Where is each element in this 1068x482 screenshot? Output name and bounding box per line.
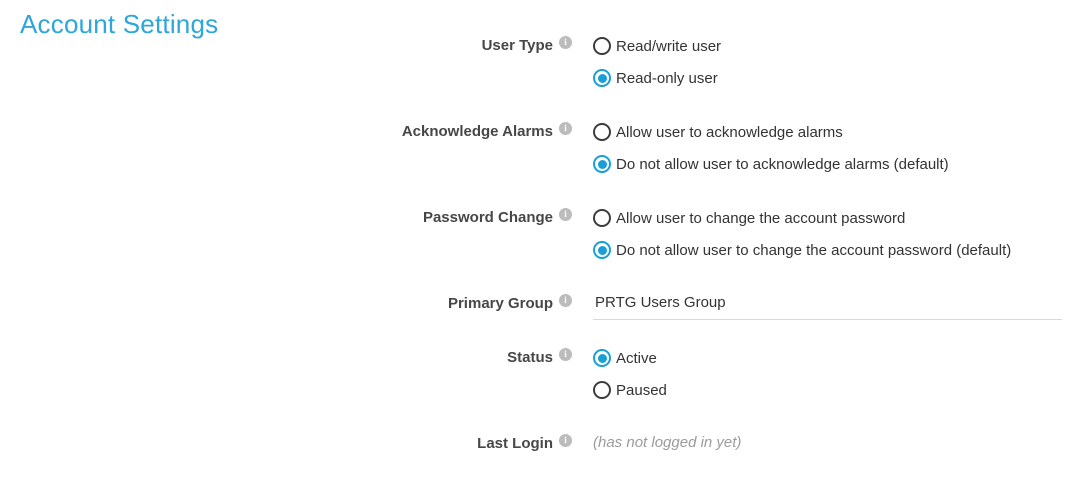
radio-button[interactable] <box>593 69 611 87</box>
option-label: Read/write user <box>616 37 722 55</box>
primary-group-control <box>593 288 1062 320</box>
radio-option-paused[interactable] <box>593 374 1062 406</box>
field-label-last-login: Last Login <box>477 435 553 452</box>
label-cell <box>0 116 577 148</box>
field-label-acknowledge-alarms: Acknowledge Alarms <box>401 123 553 140</box>
last-login-control <box>593 428 1062 460</box>
info-icon[interactable]: i <box>559 294 572 307</box>
field-label-primary-group: Primary Group <box>447 295 553 312</box>
option-label: Allow user to change the account password <box>616 209 906 227</box>
radio-button[interactable] <box>593 381 611 399</box>
info-icon[interactable]: i <box>559 434 572 447</box>
option-label: Allow user to acknowledge alarms <box>616 123 843 141</box>
field-label-status: Status <box>507 349 553 366</box>
info-icon[interactable]: i <box>559 122 572 135</box>
last-login-value: (has not logged in yet) <box>593 434 742 451</box>
radio-button[interactable] <box>593 155 611 173</box>
radio-button[interactable] <box>593 241 611 259</box>
primary-group-input[interactable]: PRTG Users Group <box>593 288 1062 320</box>
user-type-options <box>593 30 1062 94</box>
radio-option-deny-ack[interactable] <box>593 148 1062 180</box>
field-label-user-type: User Type <box>481 37 553 54</box>
radio-option-allow-ack[interactable] <box>593 116 1062 148</box>
label-cell <box>0 288 577 320</box>
form-row-user-type <box>0 30 1068 94</box>
radio-option-deny-password-change[interactable] <box>593 234 1062 266</box>
form-row-password-change <box>0 202 1068 266</box>
acknowledge-alarms-options <box>593 116 1062 180</box>
radio-option-allow-password-change[interactable] <box>593 202 1062 234</box>
label-cell <box>0 30 577 62</box>
radio-option-active[interactable] <box>593 342 1062 374</box>
radio-option-read-only[interactable] <box>593 62 1062 94</box>
option-label: Active <box>616 349 657 367</box>
status-options <box>593 342 1062 406</box>
info-icon[interactable]: i <box>559 348 572 361</box>
radio-button[interactable] <box>593 37 611 55</box>
option-label: Read-only user <box>616 69 718 87</box>
account-settings-form <box>0 30 1068 482</box>
radio-button[interactable] <box>593 123 611 141</box>
radio-button[interactable] <box>593 209 611 227</box>
label-cell <box>0 342 577 374</box>
label-cell <box>0 428 577 460</box>
password-change-options <box>593 202 1062 266</box>
form-row-status <box>0 342 1068 406</box>
form-row-primary-group <box>0 288 1068 320</box>
field-label-password-change: Password Change <box>422 209 553 226</box>
option-label: Do not allow user to acknowledge alarms (default) <box>616 155 949 173</box>
form-row-acknowledge-alarms <box>0 116 1068 180</box>
label-cell <box>0 202 577 234</box>
info-icon[interactable]: i <box>559 208 572 221</box>
page-title: Account Settings <box>20 9 219 39</box>
radio-button[interactable] <box>593 349 611 367</box>
info-icon[interactable]: i <box>559 36 572 49</box>
form-row-last-login <box>0 428 1068 460</box>
radio-option-read-write[interactable] <box>593 30 1062 62</box>
option-label: Do not allow user to change the account password (default) <box>616 241 1012 259</box>
option-label: Paused <box>616 381 667 399</box>
